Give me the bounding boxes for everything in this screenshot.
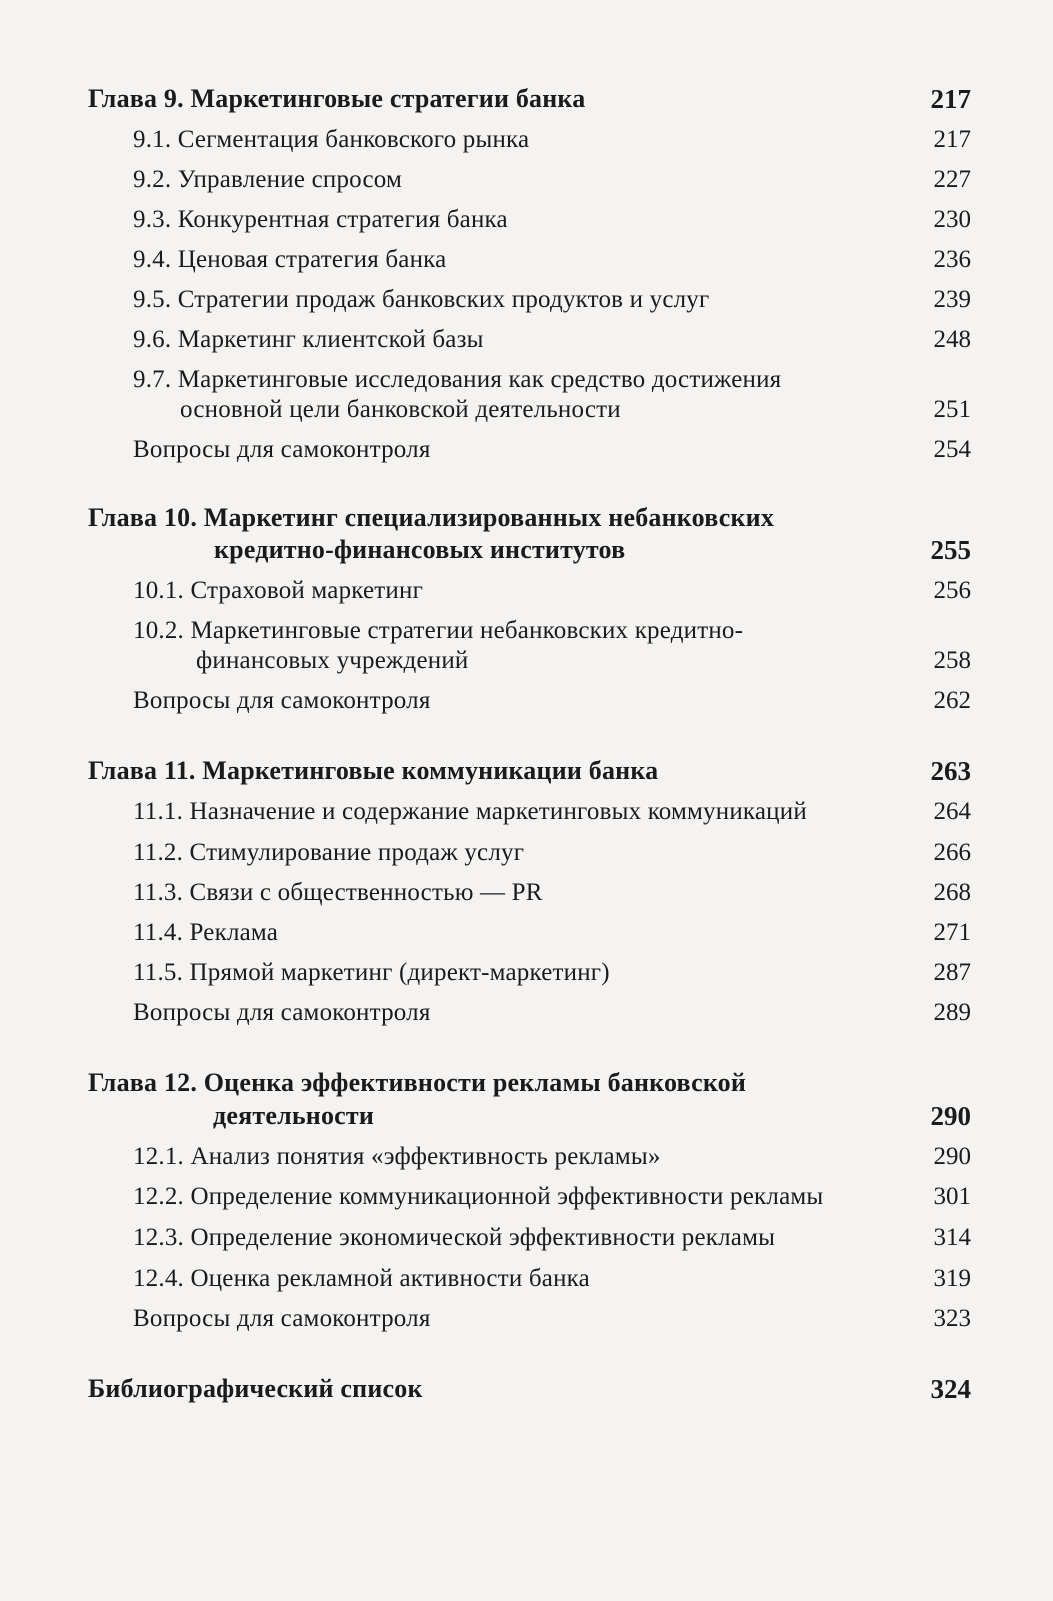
entry-title: Вопросы для самоконтроля [133, 999, 431, 1026]
page-number: 254 [933, 436, 971, 463]
toc-entry [0, 435, 1053, 469]
page-number: 239 [933, 286, 971, 313]
entry-title: 12.1. Анализ понятия «эффективность рекламы» [133, 1143, 661, 1170]
page-number: 314 [933, 1224, 971, 1251]
entry-title: 11.3. Связи с общественностью — PR [133, 879, 543, 906]
entry-title: Вопросы для самоконтроля [133, 1305, 431, 1332]
toc-entry [0, 918, 1053, 952]
chapter-heading [0, 84, 1053, 118]
toc-entry [0, 365, 1053, 399]
toc-entry [0, 576, 1053, 610]
toc-entry [0, 797, 1053, 831]
page-number: 319 [933, 1265, 971, 1292]
page-number: 262 [933, 687, 971, 714]
chapter-title: Глава 10. Маркетинг специализированных небанковских [88, 503, 775, 532]
page-number: 236 [933, 246, 971, 273]
toc-entry-continuation [0, 646, 1053, 680]
toc-entry [0, 325, 1053, 359]
toc-entry [0, 1223, 1053, 1257]
toc-entry [0, 1182, 1053, 1216]
chapter-heading [0, 1374, 1053, 1408]
page-number: 258 [933, 647, 971, 674]
page-number: 290 [930, 1101, 971, 1131]
toc-entry [0, 958, 1053, 992]
page-number: 251 [933, 396, 971, 423]
chapter-title-cont: деятельности [213, 1101, 375, 1130]
page-number: 301 [933, 1183, 971, 1210]
entry-title: 12.2. Определение коммуникационной эффективности рекламы [133, 1183, 824, 1210]
entry-title: 12.4. Оценка рекламной активности банка [133, 1265, 590, 1292]
chapter-heading-continuation [0, 1101, 1053, 1135]
page-number: 271 [933, 919, 971, 946]
toc-entry [0, 998, 1053, 1032]
toc-entry [0, 686, 1053, 720]
page-number: 217 [930, 84, 971, 114]
entry-title: 9.6. Маркетинг клиентской базы [133, 326, 484, 353]
entry-title: 11.4. Реклама [133, 919, 279, 946]
entry-title: 11.5. Прямой маркетинг (директ-маркетинг) [133, 959, 610, 986]
entry-title-cont: основной цели банковской деятельности [180, 396, 621, 423]
toc-entry [0, 1142, 1053, 1176]
entry-title-cont: финансовых учреждений [196, 647, 469, 674]
page-number: 217 [933, 126, 971, 153]
chapter-title: Глава 9. Маркетинговые стратегии банка [88, 84, 586, 113]
page-number: 289 [933, 999, 971, 1026]
page-number: 230 [933, 206, 971, 233]
toc-entry-continuation [0, 395, 1053, 429]
toc-entry [0, 838, 1053, 872]
toc-entry [0, 616, 1053, 650]
toc-entry [0, 285, 1053, 319]
entry-title: Вопросы для самоконтроля [133, 436, 431, 463]
page-number: 264 [933, 798, 971, 825]
entry-title: 10.1. Страховой маркетинг [133, 577, 424, 604]
chapter-heading [0, 503, 1053, 537]
chapter-heading [0, 1068, 1053, 1102]
entry-title: 9.5. Стратегии продаж банковских продуктов и услуг [133, 286, 710, 313]
toc-entry [0, 165, 1053, 199]
entry-title: 12.3. Определение экономической эффективности рекламы [133, 1224, 776, 1251]
page-number: 287 [933, 959, 971, 986]
entry-title: 9.1. Сегментация банковского рынка [133, 126, 530, 153]
chapter-heading-continuation [0, 535, 1053, 569]
page-number: 227 [933, 166, 971, 193]
toc-entry [0, 245, 1053, 279]
entry-title: 10.2. Маркетинговые стратегии небанковских кредитно- [133, 617, 744, 644]
bibliography-title: Библиографический список [88, 1374, 423, 1403]
entry-title: Вопросы для самоконтроля [133, 687, 431, 714]
toc-entry [0, 1304, 1053, 1338]
chapter-title-cont: кредитно-финансовых институтов [214, 535, 626, 564]
entry-title: 9.2. Управление спросом [133, 166, 403, 193]
page-number: 324 [930, 1374, 971, 1404]
entry-title: 9.7. Маркетинговые исследования как средство достижения [133, 366, 782, 393]
page-number: 255 [930, 535, 971, 565]
entry-title: 9.4. Ценовая стратегия банка [133, 246, 447, 273]
toc-entry [0, 125, 1053, 159]
page-number: 266 [933, 839, 971, 866]
toc-entry [0, 205, 1053, 239]
page-number: 323 [933, 1305, 971, 1332]
toc-entry [0, 878, 1053, 912]
page-number: 268 [933, 879, 971, 906]
page-number: 263 [930, 756, 971, 786]
entry-title: 11.2. Стимулирование продаж услуг [133, 839, 525, 866]
chapter-title: Глава 12. Оценка эффективности рекламы банковской [88, 1068, 747, 1097]
page-number: 290 [933, 1143, 971, 1170]
toc-entry [0, 1264, 1053, 1298]
chapter-heading [0, 756, 1053, 790]
entry-title: 11.1. Назначение и содержание маркетинговых коммуникаций [133, 798, 807, 825]
page-number: 248 [933, 326, 971, 353]
entry-title: 9.3. Конкурентная стратегия банка [133, 206, 508, 233]
chapter-title: Глава 11. Маркетинговые коммуникации банка [88, 756, 659, 785]
page-number: 256 [933, 577, 971, 604]
